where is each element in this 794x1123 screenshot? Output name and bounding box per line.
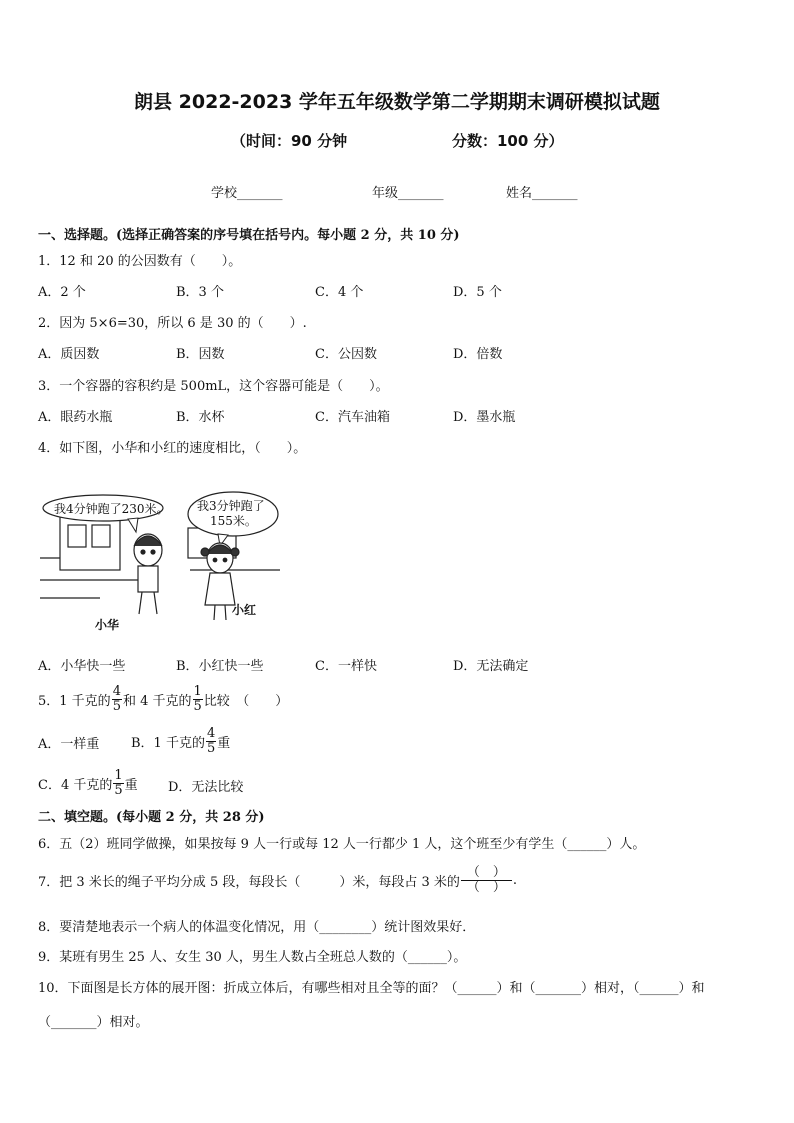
page-title: 朗县 2022-2023 学年五年级数学第二学期期末调研模拟试题 [134, 91, 660, 113]
q8-text: 8．要清楚地表示一个病人的体温变化情况，用（________）统计图效果好． [38, 920, 476, 935]
label-xiaohua: 小华 [95, 618, 120, 632]
q5-option-c [38, 769, 138, 798]
label-xiaohong: 小红 [232, 603, 257, 617]
q2-option-a: A．质因数 [38, 347, 100, 362]
fraction-denominator-blank: （ ） [466, 880, 506, 895]
fraction-numerator: 4 [112, 684, 121, 699]
q7-end: . [512, 873, 518, 888]
q4-option-d: D．无法确定 [453, 659, 529, 674]
q2-text: 2．因为 5×6=30，所以 6 是 30 的（ ）. [38, 316, 307, 331]
q5-suffix: 比较 （ ） [203, 694, 289, 709]
q4-option-c: C．一样快 [315, 659, 377, 674]
grade-field: 年级_______ [372, 186, 444, 201]
name-field: 姓名_______ [506, 186, 578, 201]
q6-text: 6．五（2）班同学做操，如果按每 9 人一行或每 12 人一行都少 1 人，这个班至少有学生（______）人。 [38, 837, 646, 852]
section1-title: 一、选择题。(选择正确答案的序号填在括号内。每小题 2 分，共 10 分) [38, 228, 460, 243]
fraction-numerator-blank: （ ） [466, 865, 506, 880]
q10-line1: 10．下面图是长方体的展开图：折成立体后，有哪些相对且全等的面？（______）和（_______）相对，（______）和 [38, 981, 705, 996]
q3-option-b: B．水杯 [176, 410, 225, 425]
q5-mid: 和 4 千克的 [122, 694, 192, 709]
school-field: 学校_______ [211, 186, 283, 201]
q7-stem: 7．把 3 米长的绳子平均分成 5 段，每段长（ ）米，每段占 3 米的 [38, 875, 460, 890]
bubble-left-text: 我4分钟跑了230米。 [54, 502, 169, 516]
q9-text: 9．某班有男生 25 人、女生 30 人，男生人数占全班总人数的（______）。 [38, 950, 467, 965]
q4-option-b: B．小红快一些 [176, 659, 264, 674]
q5-option-c-suffix: 重 [124, 778, 138, 793]
section2-title: 二、填空题。(每小题 2 分，共 28 分) [38, 810, 265, 825]
q5-prefix: 5．1 千克的 [38, 694, 111, 709]
fraction-numerator: 4 [206, 726, 216, 741]
q3-option-d: D．墨水瓶 [453, 410, 516, 425]
fraction-1-5 [193, 685, 203, 714]
q5-option-d: D．无法比较 [168, 780, 244, 795]
fraction-denominator: 5 [114, 783, 123, 798]
blank-fraction [461, 866, 512, 895]
q3-text: 3．一个容器的容积约是 500mL，这个容器可能是（ ）。 [38, 379, 389, 394]
q10-line2: （_______）相对。 [38, 1015, 149, 1030]
fraction-denominator: 5 [112, 699, 121, 714]
boy-figure [134, 534, 162, 614]
fraction-4-5 [206, 727, 216, 756]
q5-option-b-prefix: B．1 千克的 [131, 736, 205, 751]
exam-score: 分数：100 分） [452, 132, 564, 150]
fraction-1-5 [113, 769, 123, 798]
q1-text: 1．12 和 20 的公因数有（ ）。 [38, 254, 242, 269]
q2-option-d: D．倍数 [453, 347, 503, 362]
q5-option-b [131, 727, 230, 756]
fraction-numerator: 1 [114, 768, 123, 783]
q4-text: 4．如下图，小华和小红的速度相比，（ ）。 [38, 441, 307, 456]
q1-option-a: A．2 个 [38, 285, 86, 300]
q1-option-d: D．5 个 [453, 285, 502, 300]
q3-option-c: C．汽车油箱 [315, 410, 390, 425]
q5-option-c-prefix: C．4 千克的 [38, 778, 113, 793]
q1-option-c: C．4 个 [315, 285, 364, 300]
q2-option-b: B．因数 [176, 347, 225, 362]
exam-time: （时间：90 分钟 [231, 132, 348, 150]
fraction-4-5 [112, 685, 122, 714]
bubble-right-text-2: 155米。 [210, 514, 257, 528]
q5-option-a: A．一样重 [38, 737, 100, 752]
q3-option-a: A．眼药水瓶 [38, 410, 113, 425]
speed-illustration [40, 480, 280, 632]
q5-option-b-suffix: 重 [217, 736, 231, 751]
bubble-right-text-1: 我3分钟跑了 [197, 499, 265, 513]
q4-option-a: A．小华快一些 [38, 659, 126, 674]
q5-text [38, 685, 288, 714]
q1-option-b: B．3 个 [176, 285, 224, 300]
fraction-denominator: 5 [206, 741, 216, 756]
fraction-numerator: 1 [193, 684, 202, 699]
q7-text [38, 866, 517, 895]
fraction-denominator: 5 [193, 699, 202, 714]
q2-option-c: C．公因数 [315, 347, 377, 362]
